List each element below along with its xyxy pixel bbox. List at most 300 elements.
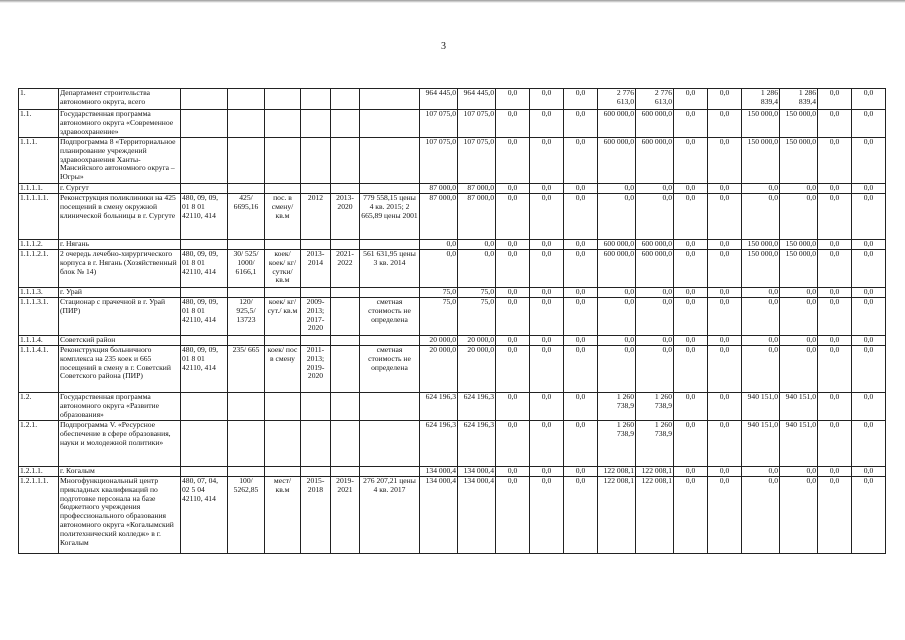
cell-total-col1: 87 000,0 [420,194,458,240]
cell-capacity-unit: коек/ пос в смену [265,346,301,393]
cell-col-11: 0,0 [496,393,530,421]
cell-col-14: 1 260 738,9 [598,421,636,467]
cell-total-col1: 75,0 [420,298,458,336]
cell-col-17: 0,0 [708,298,742,336]
cell-col-15: 122 008,1 [636,467,674,477]
cell-capacity [228,184,265,194]
cell-col-11: 0,0 [496,477,530,554]
cell-name: Многофункциональный центр прикладных квалификаций по подготовке персонала на базе бюджетного учреждения профессионального образования автономного округа «Когалымский политехнический колледж» в г. Когалым [59,477,181,554]
table-row [19,421,886,467]
cell-col-21: 0,0 [852,240,886,250]
cell-col-11: 0,0 [496,467,530,477]
cell-capacity: 100/ 5262,85 [228,477,265,554]
cell-budget-code [181,240,228,250]
table-row [19,346,886,393]
cell-col-20: 0,0 [818,393,852,421]
cell-col-12: 0,0 [530,336,564,346]
cell-col-16: 0,0 [674,194,708,240]
cell-capacity [228,393,265,421]
cell-col-20: 0,0 [818,477,852,554]
cell-col-14: 0,0 [598,346,636,393]
cell-col-20: 0,0 [818,240,852,250]
cell-col-15: 0,0 [636,288,674,298]
cell-col-16: 0,0 [674,288,708,298]
cell-col-17: 0,0 [708,194,742,240]
cell-estimated-cost [360,288,420,298]
table-row [19,477,886,554]
cell-capacity-unit [265,184,301,194]
cell-total-col2: 624 196,3 [458,421,496,467]
cell-construction-period: 2021-2022 [331,250,360,288]
cell-col-12: 0,0 [530,194,564,240]
cell-construction-period [331,336,360,346]
cell-code: 1.1. [19,110,59,138]
page-number: 3 [441,41,446,52]
cell-design-period [301,421,331,467]
cell-total-col1: 964 445,0 [420,89,458,110]
cell-col-13: 0,0 [564,110,598,138]
cell-col-13: 0,0 [564,467,598,477]
cell-capacity [228,89,265,110]
cell-col-17: 0,0 [708,421,742,467]
cell-col-18: 0,0 [742,336,780,346]
cell-col-11: 0,0 [496,89,530,110]
cell-code: 1.2.1.1. [19,467,59,477]
cell-col-21: 0,0 [852,89,886,110]
cell-total-col2: 0,0 [458,250,496,288]
table-row [19,393,886,421]
cell-capacity-unit [265,393,301,421]
cell-col-14: 0,0 [598,336,636,346]
cell-col-12: 0,0 [530,467,564,477]
cell-col-15: 0,0 [636,298,674,336]
cell-design-period: 2012 [301,194,331,240]
cell-col-17: 0,0 [708,250,742,288]
cell-col-21: 0,0 [852,467,886,477]
cell-col-16: 0,0 [674,393,708,421]
cell-total-col1: 107 075,0 [420,138,458,184]
cell-design-period [301,184,331,194]
cell-col-16: 0,0 [674,467,708,477]
cell-col-15: 600 000,0 [636,110,674,138]
cell-col-20: 0,0 [818,89,852,110]
cell-col-17: 0,0 [708,184,742,194]
cell-budget-code [181,288,228,298]
cell-col-15: 1 260 738,9 [636,393,674,421]
cell-total-col1: 107 075,0 [420,110,458,138]
cell-total-col1: 87 000,0 [420,184,458,194]
cell-col-21: 0,0 [852,184,886,194]
cell-col-12: 0,0 [530,421,564,467]
cell-capacity: 30/ 525/ 1000/ 6166,1 [228,250,265,288]
cell-name: Государственная программа автономного округа «Современное здравоохранение» [59,110,181,138]
cell-estimated-cost [360,110,420,138]
cell-name: 2 очередь лечебно-хирургического корпуса в г. Нягань (Хозяйственный блок № 14) [59,250,181,288]
cell-total-col2: 20 000,0 [458,336,496,346]
cell-col-18: 940 151,0 [742,393,780,421]
cell-estimated-cost: 561 631,95 цены 3 кв. 2014 [360,250,420,288]
cell-col-21: 0,0 [852,421,886,467]
cell-total-col2: 107 075,0 [458,138,496,184]
cell-estimated-cost [360,393,420,421]
cell-capacity-unit [265,421,301,467]
cell-col-21: 0,0 [852,336,886,346]
cell-col-18: 150 000,0 [742,110,780,138]
cell-col-15: 1 260 738,9 [636,421,674,467]
cell-col-20: 0,0 [818,336,852,346]
cell-col-19: 0,0 [780,467,818,477]
cell-design-period: 2013-2014 [301,250,331,288]
cell-budget-code: 480, 09, 09, 01 8 01 42110, 414 [181,298,228,336]
cell-construction-period [331,393,360,421]
cell-col-19: 0,0 [780,298,818,336]
cell-design-period: 2011-2013; 2019-2020 [301,346,331,393]
cell-capacity [228,336,265,346]
table-row [19,298,886,336]
cell-total-col2: 134 000,4 [458,467,496,477]
cell-col-12: 0,0 [530,110,564,138]
cell-col-17: 0,0 [708,240,742,250]
cell-col-21: 0,0 [852,194,886,240]
cell-design-period [301,240,331,250]
cell-design-period [301,110,331,138]
cell-col-14: 0,0 [598,194,636,240]
cell-col-20: 0,0 [818,421,852,467]
cell-capacity: 425/ 6695,16 [228,194,265,240]
cell-design-period [301,288,331,298]
cell-col-19: 940 151,0 [780,421,818,467]
cell-name: Советский район [59,336,181,346]
cell-col-14: 122 008,1 [598,467,636,477]
cell-code: 1.1.1. [19,138,59,184]
cell-col-16: 0,0 [674,336,708,346]
cell-col-16: 0,0 [674,421,708,467]
cell-col-14: 0,0 [598,184,636,194]
cell-col-13: 0,0 [564,346,598,393]
cell-code: 1.1.1.3. [19,288,59,298]
cell-construction-period [331,110,360,138]
cell-col-11: 0,0 [496,421,530,467]
cell-col-20: 0,0 [818,288,852,298]
cell-col-19: 150 000,0 [780,240,818,250]
cell-code: 1.1.1.4. [19,336,59,346]
cell-capacity-unit: мест/ кв.м [265,477,301,554]
cell-capacity-unit [265,467,301,477]
cell-capacity-unit [265,336,301,346]
cell-estimated-cost: 276 207,21 цены 4 кв. 2017 [360,477,420,554]
cell-col-18: 150 000,0 [742,240,780,250]
cell-col-12: 0,0 [530,477,564,554]
cell-col-16: 0,0 [674,110,708,138]
cell-total-col2: 87 000,0 [458,194,496,240]
cell-col-11: 0,0 [496,184,530,194]
table-row [19,89,886,110]
cell-code: 1.1.1.2. [19,240,59,250]
cell-col-13: 0,0 [564,138,598,184]
budget-table [18,88,886,554]
cell-budget-code [181,110,228,138]
cell-total-col2: 107 075,0 [458,110,496,138]
cell-col-15: 0,0 [636,336,674,346]
cell-col-19: 0,0 [780,336,818,346]
cell-capacity-unit: коек/ кг/ сут./ кв.м [265,298,301,336]
cell-budget-code [181,421,228,467]
table-row [19,194,886,240]
cell-construction-period [331,467,360,477]
cell-col-16: 0,0 [674,240,708,250]
cell-total-col2: 624 196,3 [458,393,496,421]
cell-col-12: 0,0 [530,393,564,421]
cell-capacity-unit: коек/ коек/ кг/ сутки/ кв.м [265,250,301,288]
cell-col-15: 0,0 [636,184,674,194]
cell-col-21: 0,0 [852,346,886,393]
cell-total-col1: 20 000,0 [420,336,458,346]
cell-construction-period [331,184,360,194]
cell-total-col1: 134 000,4 [420,467,458,477]
cell-design-period [301,336,331,346]
cell-capacity [228,288,265,298]
cell-design-period [301,467,331,477]
cell-col-14: 600 000,0 [598,250,636,288]
cell-construction-period: 2013-2020 [331,194,360,240]
cell-construction-period [331,298,360,336]
cell-col-13: 0,0 [564,477,598,554]
cell-col-13: 0,0 [564,184,598,194]
cell-col-19: 0,0 [780,288,818,298]
cell-estimated-cost [360,240,420,250]
cell-name: Департамент строительства автономного округа, всего [59,89,181,110]
cell-budget-code [181,336,228,346]
table-body [19,89,886,554]
cell-name: Реконструкция поликлиники на 425 посещений в смену окружной клинической больницы в г. Сургуте [59,194,181,240]
cell-code: 1.1.1.1.1. [19,194,59,240]
cell-col-16: 0,0 [674,346,708,393]
cell-col-15: 0,0 [636,346,674,393]
cell-col-15: 2 776 613,0 [636,89,674,110]
cell-name: г. Когалым [59,467,181,477]
cell-construction-period [331,89,360,110]
table-row [19,110,886,138]
cell-construction-period: 2019-2021 [331,477,360,554]
cell-budget-code [181,184,228,194]
cell-design-period [301,89,331,110]
cell-col-21: 0,0 [852,110,886,138]
cell-design-period [301,393,331,421]
cell-col-14: 0,0 [598,288,636,298]
cell-col-12: 0,0 [530,288,564,298]
cell-col-13: 0,0 [564,298,598,336]
cell-col-12: 0,0 [530,250,564,288]
cell-col-13: 0,0 [564,89,598,110]
cell-code: 1.2.1.1.1. [19,477,59,554]
cell-capacity: 120/ 925,5/ 13723 [228,298,265,336]
cell-col-19: 0,0 [780,477,818,554]
cell-col-11: 0,0 [496,110,530,138]
table-row [19,240,886,250]
cell-name: г. Урай [59,288,181,298]
cell-col-21: 0,0 [852,393,886,421]
cell-col-17: 0,0 [708,138,742,184]
cell-capacity-unit [265,89,301,110]
cell-col-21: 0,0 [852,298,886,336]
cell-design-period [301,138,331,184]
cell-col-16: 0,0 [674,250,708,288]
cell-design-period: 2015-2018 [301,477,331,554]
cell-capacity: 235/ 665 [228,346,265,393]
cell-budget-code [181,467,228,477]
cell-col-14: 122 008,1 [598,477,636,554]
cell-capacity [228,138,265,184]
cell-total-col1: 20 000,0 [420,346,458,393]
cell-construction-period [331,346,360,393]
cell-col-19: 0,0 [780,184,818,194]
cell-col-12: 0,0 [530,184,564,194]
cell-col-14: 600 000,0 [598,138,636,184]
cell-total-col2: 134 000,4 [458,477,496,554]
cell-code: 1.2. [19,393,59,421]
cell-col-11: 0,0 [496,194,530,240]
cell-col-19: 940 151,0 [780,393,818,421]
cell-total-col1: 0,0 [420,250,458,288]
cell-col-17: 0,0 [708,110,742,138]
cell-code: 1.1.1.4.1. [19,346,59,393]
cell-budget-code [181,138,228,184]
cell-col-18: 0,0 [742,184,780,194]
cell-code: 1.1.1.3.1. [19,298,59,336]
cell-capacity [228,421,265,467]
cell-col-11: 0,0 [496,288,530,298]
cell-col-20: 0,0 [818,138,852,184]
cell-capacity-unit [265,138,301,184]
cell-col-13: 0,0 [564,194,598,240]
cell-col-20: 0,0 [818,298,852,336]
page-top-edge [0,0,905,3]
cell-name: г. Сургут [59,184,181,194]
cell-col-18: 0,0 [742,477,780,554]
cell-construction-period [331,240,360,250]
cell-capacity [228,240,265,250]
cell-col-19: 150 000,0 [780,138,818,184]
cell-col-16: 0,0 [674,298,708,336]
cell-estimated-cost [360,89,420,110]
cell-col-13: 0,0 [564,393,598,421]
cell-col-13: 0,0 [564,336,598,346]
cell-total-col2: 75,0 [458,288,496,298]
cell-name: Стационар с прачечной в г. Урай (ПИР) [59,298,181,336]
cell-col-18: 150 000,0 [742,250,780,288]
cell-col-16: 0,0 [674,138,708,184]
cell-estimated-cost [360,467,420,477]
cell-code: 1.1.1.1. [19,184,59,194]
cell-col-11: 0,0 [496,250,530,288]
cell-total-col2: 87 000,0 [458,184,496,194]
cell-col-12: 0,0 [530,298,564,336]
cell-capacity [228,467,265,477]
cell-estimated-cost: сметная стоимость не определена [360,298,420,336]
cell-col-11: 0,0 [496,346,530,393]
cell-col-19: 0,0 [780,194,818,240]
cell-col-17: 0,0 [708,288,742,298]
table-row [19,250,886,288]
cell-total-col2: 75,0 [458,298,496,336]
cell-col-11: 0,0 [496,138,530,184]
cell-total-col1: 624 196,3 [420,393,458,421]
cell-col-12: 0,0 [530,346,564,393]
cell-construction-period [331,138,360,184]
cell-estimated-cost [360,138,420,184]
cell-col-12: 0,0 [530,89,564,110]
cell-col-16: 0,0 [674,477,708,554]
cell-col-11: 0,0 [496,336,530,346]
cell-col-17: 0,0 [708,336,742,346]
cell-col-20: 0,0 [818,184,852,194]
cell-capacity-unit [265,288,301,298]
cell-budget-code [181,89,228,110]
cell-col-17: 0,0 [708,393,742,421]
cell-capacity [228,110,265,138]
cell-col-13: 0,0 [564,240,598,250]
cell-capacity-unit [265,240,301,250]
cell-total-col2: 20 000,0 [458,346,496,393]
cell-construction-period [331,421,360,467]
cell-col-21: 0,0 [852,477,886,554]
cell-col-20: 0,0 [818,346,852,393]
table-row [19,288,886,298]
cell-name: Подпрограмма V. «Ресурсное обеспечение в сфере образования, науки и молодежной политики» [59,421,181,467]
cell-col-19: 0,0 [780,346,818,393]
cell-col-13: 0,0 [564,421,598,467]
cell-col-15: 122 008,1 [636,477,674,554]
table-row [19,467,886,477]
cell-budget-code: 480, 07, 04, 02 5 04 42110, 414 [181,477,228,554]
cell-col-11: 0,0 [496,240,530,250]
cell-estimated-cost [360,421,420,467]
cell-col-15: 0,0 [636,194,674,240]
cell-col-14: 1 260 738,9 [598,393,636,421]
cell-col-20: 0,0 [818,110,852,138]
cell-code: 1.2.1. [19,421,59,467]
cell-budget-code: 480, 09, 09, 01 8 01 42110, 414 [181,346,228,393]
cell-construction-period [331,288,360,298]
cell-col-17: 0,0 [708,477,742,554]
cell-col-16: 0,0 [674,89,708,110]
cell-col-20: 0,0 [818,194,852,240]
cell-budget-code: 480, 09, 09, 01 8 01 42110, 414 [181,194,228,240]
cell-budget-code [181,393,228,421]
cell-col-20: 0,0 [818,250,852,288]
cell-col-12: 0,0 [530,240,564,250]
cell-col-14: 2 776 613,0 [598,89,636,110]
cell-col-12: 0,0 [530,138,564,184]
cell-col-13: 0,0 [564,250,598,288]
table-row [19,184,886,194]
cell-estimated-cost: сметная стоимость не определена [360,346,420,393]
cell-estimated-cost: 779 558,15 цены 4 кв. 2015; 2 665,89 цены 2001 [360,194,420,240]
cell-col-18: 0,0 [742,467,780,477]
cell-budget-code: 480, 09, 09, 01 8 01 42110, 414 [181,250,228,288]
cell-col-19: 1 286 839,4 [780,89,818,110]
table-row [19,138,886,184]
cell-col-14: 600 000,0 [598,240,636,250]
table-row [19,336,886,346]
cell-name: Подпрограмма 8 «Территориальное планирование учреждений здравоохранения Ханты-Мансийского автономного округа – Югры» [59,138,181,184]
cell-total-col1: 0,0 [420,240,458,250]
cell-col-17: 0,0 [708,467,742,477]
cell-col-21: 0,0 [852,288,886,298]
cell-col-21: 0,0 [852,138,886,184]
cell-col-20: 0,0 [818,467,852,477]
cell-col-14: 600 000,0 [598,110,636,138]
